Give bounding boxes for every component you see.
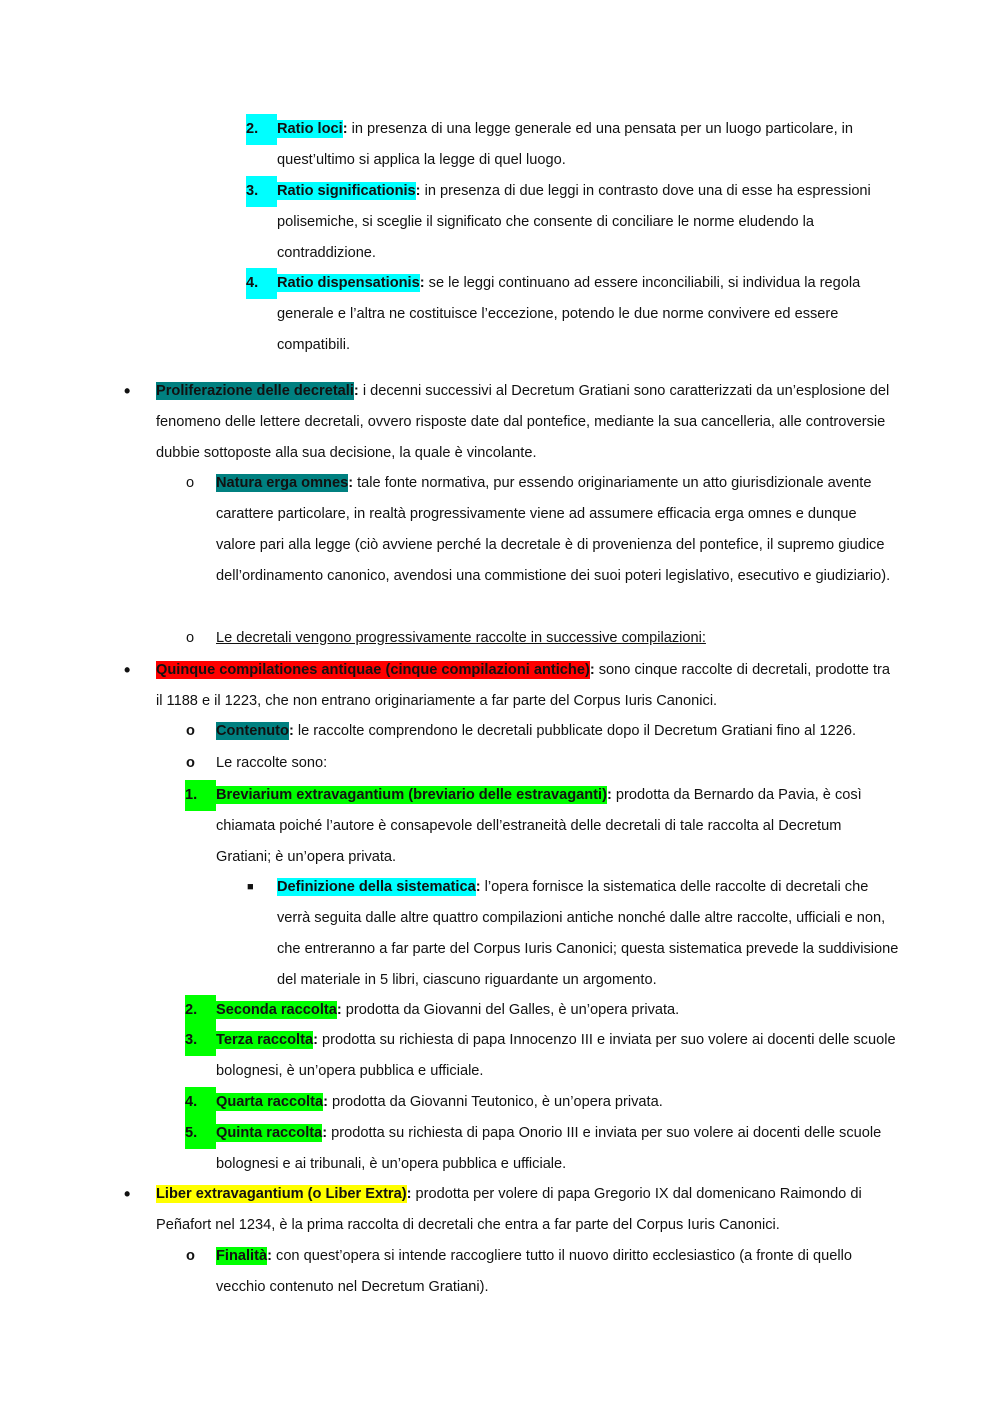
list-item-quinta-raccolta [185, 1118, 900, 1180]
list-item-quarta-raccolta [185, 1087, 900, 1118]
list-item-breviarium [185, 780, 900, 873]
item-text: con quest’opera si intende raccogliere tutto il nuovo diritto ecclesiastico (a fronte di quello vecchio contenuto nel Decretum Gratiani). [216, 1248, 852, 1295]
colon: : [288, 723, 294, 739]
colon: : [313, 1032, 318, 1048]
item-text: prodotta per volere di papa Gregorio IX dal domenicano Raimondo di Peñafort nel 1234, è la prima raccolta di decretali che entra a far parte del Corpus Iuris Canonici. [156, 1186, 862, 1233]
list-item-proliferazione [124, 376, 900, 469]
item-text: se le leggi continuano ad essere inconciliabili, si individua la regola generale e l’altra ne costituisce l’eccezione, potendo le due norme convivere ed essere compatibili. [277, 275, 861, 353]
list-number: 3. [185, 1025, 216, 1056]
list-item-ratio-dispensationis [246, 268, 900, 361]
item-text: prodotta su richiesta di papa Innocenzo III e inviata per suo volere ai docenti delle scuole bolognesi, è un’opera pubblica e ufficiale. [216, 1032, 896, 1079]
highlighted-term: Ratio loci [277, 121, 343, 137]
list-number: 1. [185, 780, 216, 811]
list-item-raccolte-note [186, 623, 900, 654]
highlighted-term: Definizione della sistematica [277, 879, 476, 895]
list-item-ratio-significationis [246, 176, 900, 269]
item-text: prodotta da Bernardo da Pavia, è così chiamata poiché l’autore è consapevole dell’estraneità delle decretali di tale raccolta al Decretum Gratiani; è un’opera privata. [216, 787, 862, 865]
list-item-finalita [186, 1241, 900, 1303]
highlighted-term: Breviarium extravagantium (breviario delle estravaganti) [216, 787, 607, 803]
item-text: in presenza di una legge generale ed una pensata per un luogo particolare, in quest’ultimo si applica la legge di quel luogo. [277, 121, 854, 168]
list-number: 4. [246, 268, 277, 299]
list-number: 5. [185, 1118, 216, 1149]
item-text: prodotta da Giovanni Teutonico, è un’opera privata. [327, 1094, 663, 1110]
highlighted-term: Seconda raccolta [216, 1002, 337, 1018]
list-item-contenuto [186, 716, 900, 747]
list-item-seconda-raccolta [185, 995, 900, 1026]
list-item-liber-extra [124, 1179, 900, 1241]
item-text: sono cinque raccolte di decretali, prodotte tra il 1188 e il 1223, che non entrano originariamente a far parte del Corpus Iuris Canonici. [156, 662, 890, 709]
highlighted-term: Ratio dispensationis [277, 275, 420, 291]
colon: : [342, 121, 348, 137]
list-item-quinque-compilationes [124, 655, 900, 717]
item-text: in presenza di due leggi in contrasto dove una di esse ha espressioni polisemiche, si sceglie il significato che consente di conciliare le norme eludendo la contraddizione. [277, 183, 871, 261]
square-bullet-icon: ■ [247, 881, 254, 893]
highlighted-term: Quarta raccolta [216, 1094, 324, 1110]
colon: : [606, 787, 612, 803]
circle-bullet-icon: o [186, 1248, 195, 1264]
highlighted-term: Liber extravagantium (o Liber Extra) [156, 1186, 407, 1202]
list-item-ratio-loci [246, 114, 900, 176]
colon: : [475, 879, 481, 895]
colon: : [267, 1248, 272, 1264]
list-number: 4. [185, 1087, 216, 1118]
item-text: le raccolte comprendono le decretali pubblicate dopo il Decretum Gratiani fino al 1226. [293, 723, 857, 739]
list-number: 3. [246, 176, 277, 207]
highlighted-term: Finalità [216, 1248, 268, 1264]
circle-bullet-icon: o [186, 723, 195, 739]
circle-bullet-icon: o [186, 475, 195, 491]
bullet-icon: • [124, 381, 131, 401]
colon: : [323, 1094, 328, 1110]
item-text: prodotta da Giovanni del Galles, è un’opera privata. [341, 1002, 680, 1018]
highlighted-term: Ratio significationis [277, 183, 416, 199]
colon: : [353, 383, 359, 399]
highlighted-term: Terza raccolta [216, 1032, 314, 1048]
item-text: Le decretali vengono progressivamente raccolte in successive compilazioni: [216, 630, 706, 646]
colon: : [322, 1125, 328, 1141]
item-text: prodotta su richiesta di papa Onorio III e inviata per suo volere ai docenti delle scuole bolognesi e ai tribunali, è un’opera pubblica e ufficiale. [216, 1125, 882, 1172]
item-text: Le raccolte sono: [216, 755, 328, 771]
list-item-natura-erga-omnes [186, 468, 900, 592]
item-text: i decenni successivi al Decretum Gratiani sono caratterizzati da un’esplosione del fenomeno delle lettere decretali, ovvero risposte date dal pontefice, mediante la sua cancelleria, alle controversie dubbie sottoposte alla sua decisione, la quale è vincolante. [156, 383, 890, 461]
colon: : [415, 183, 421, 199]
list-number: 2. [246, 114, 277, 145]
highlighted-term: Quinta raccolta [216, 1125, 323, 1141]
colon: : [589, 662, 595, 678]
bullet-icon: • [124, 1184, 131, 1204]
item-text: l’opera fornisce la sistematica delle raccolte di decretali che verrà seguita dalle altre quattro compilazioni antiche nonché dalle altre raccolte, ufficiali e non, che entreranno a far parte del Corpus Iuris Canonici; questa sistematica prevede la suddivisione del materiale in 5 libri, ciascuno riguardante un argomento. [277, 879, 899, 988]
list-number: 2. [185, 995, 216, 1026]
circle-bullet-icon: o [186, 630, 195, 646]
colon: : [406, 1186, 412, 1202]
colon: : [336, 1002, 342, 1018]
list-item-terza-raccolta [185, 1025, 900, 1087]
highlighted-term: Natura erga omnes [216, 475, 349, 491]
highlighted-term: Proliferazione delle decretali [156, 383, 354, 399]
bullet-icon: • [124, 660, 131, 680]
colon: : [419, 275, 425, 291]
colon: : [348, 475, 354, 491]
highlighted-term: Contenuto [216, 723, 289, 739]
highlighted-term: Quinque compilationes antiquae (cinque compilazioni antiche) [156, 662, 590, 678]
item-text: tale fonte normativa, pur essendo originariamente un atto giurisdizionale avente carattere particolare, in realtà progressivamente viene ad assumere efficacia erga omnes e dunque valore pari alla legge (ciò avviene perché la decretale è di provenienza del pontefice, il supremo giudice dell’ordinamento canonico, avendosi una commistione dei suoi poteri legislativo, esecutivo e giudiziario). [216, 475, 891, 584]
circle-bullet-icon: o [186, 755, 195, 771]
list-item-definizione-sistematica [247, 872, 900, 996]
list-item-raccolte-sono [186, 748, 900, 779]
